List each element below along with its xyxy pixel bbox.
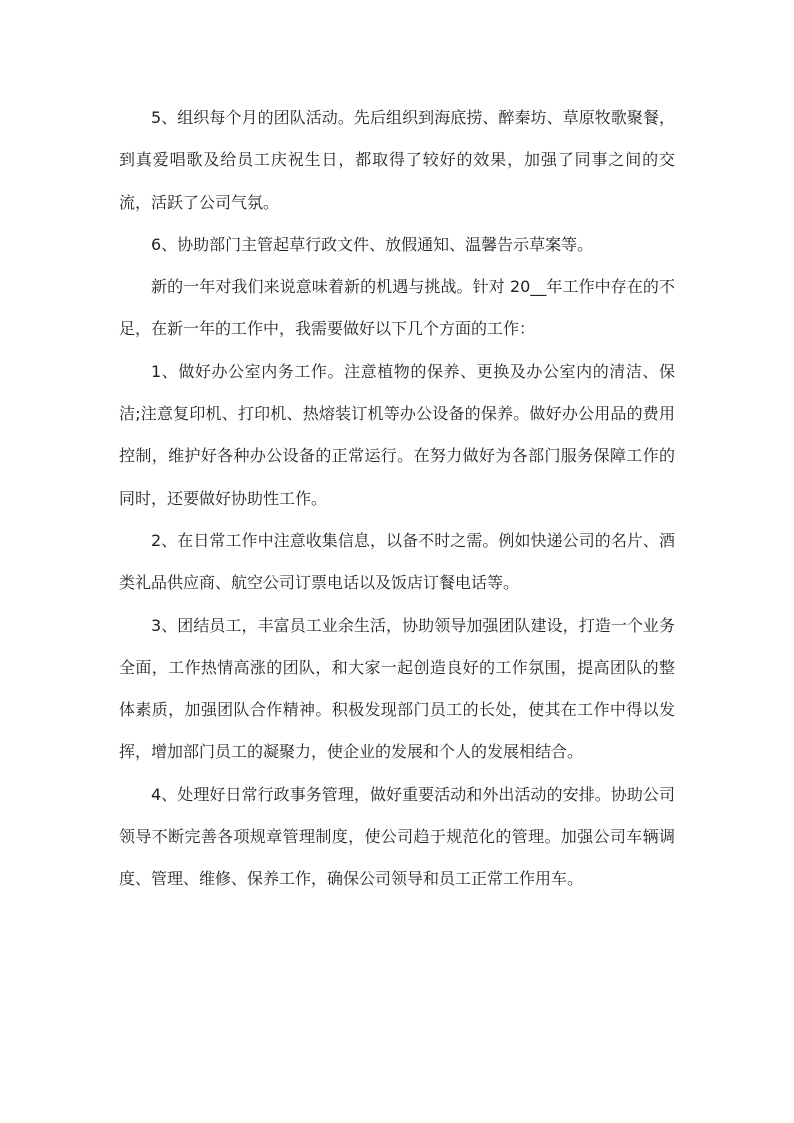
document-body: [119, 97, 675, 901]
paragraph-unite-staff: 3、团结员工，丰富员工业余生活，协助领导加强团队建设，打造一个业务全面，工作热情高涨的团队，和大家一起创造良好的工作氛围，提高团队的整体素质，加强团队合作精神。积极发现部门员工的长处，使其在工作中得以发挥，增加部门员工的凝聚力，使企业的发展和个人的发展相结合。: [119, 615, 675, 762]
paragraph-new-year-intro: 新的一年对我们来说意味着新的机遇与挑战。针对 20__年工作中存在的不足，在新一年的工作中，我需要做好以下几个方面的工作：: [119, 277, 675, 339]
paragraph-collect-info: 2、在日常工作中注意收集信息，以备不时之需。例如快递公司的名片、酒类礼品供应商、航空公司订票电话以及饭店订餐电话等。: [119, 530, 675, 593]
paragraph-daily-admin: 4、处理好日常行政事务管理，做好重要活动和外出活动的安排。协助公司领导不断完善各项规章管理制度，使公司趋于规范化的管理。加强公司车辆调度、管理、维修、保养工作，确保公司领导和员工正常工作用车。: [119, 784, 675, 889]
paragraph-draft-documents: 6、协助部门主管起草行政文件、放假通知、温馨告示草案等。: [151, 234, 594, 254]
paragraph-team-activities: 5、组织每个月的团队活动。先后组织到海底捞、醉秦坊、草原牧歌聚餐，到真爱唱歌及给员工庆祝生日，都取得了较好的效果，加强了同事之间的交流，活跃了公司气氛。: [119, 108, 675, 212]
paragraph-office-affairs: 1、做好办公室内务工作。注意植物的保养、更换及办公室内的清洁、保洁;注意复印机、打印机、热熔装订机等办公设备的保养。做好办公用品的费用控制，维护好各种办公设备的正常运行。在努力做好为各部门服务保障工作的同时，还要做好协助性工作。: [119, 361, 675, 508]
